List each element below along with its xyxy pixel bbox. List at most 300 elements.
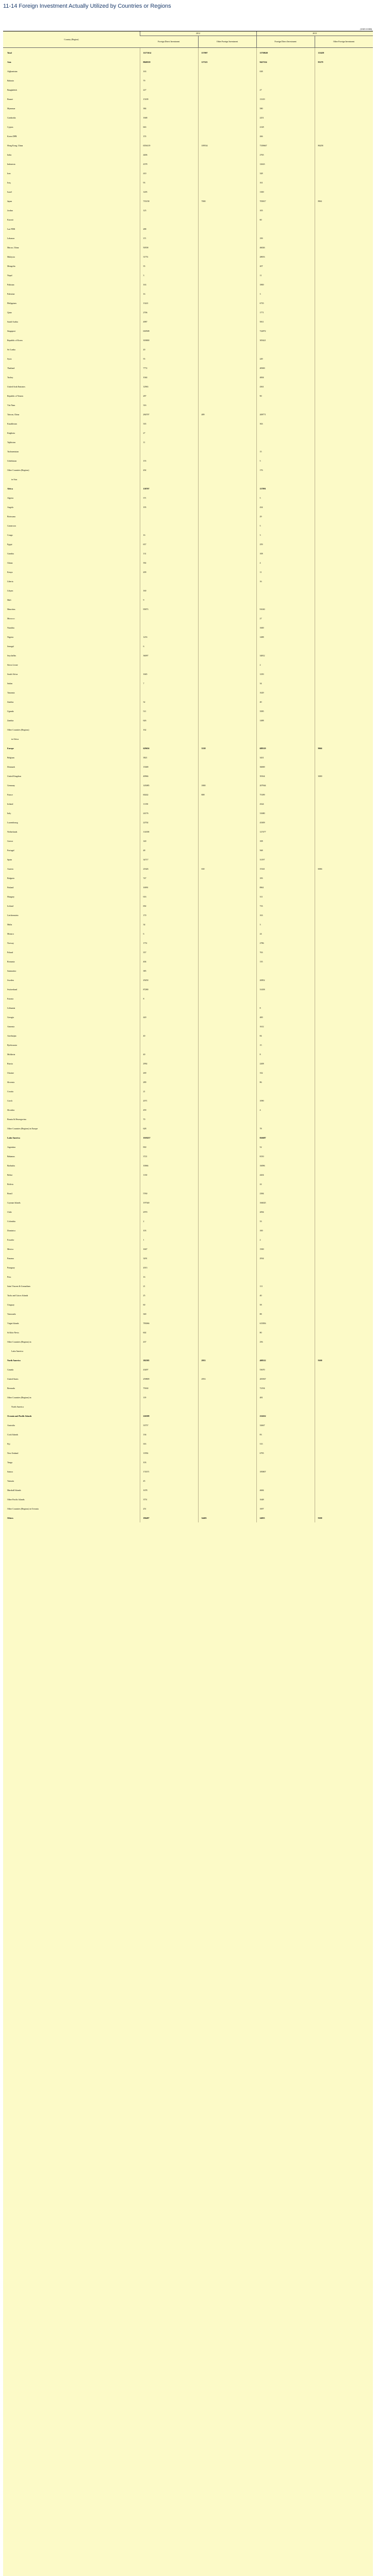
- value-cell: [315, 502, 373, 512]
- table-row: [3, 447, 373, 456]
- country-cell: in Africa: [11, 737, 19, 740]
- value-cell: 58: [256, 1300, 315, 1309]
- table-row: [3, 966, 373, 975]
- value-cell: 15: [256, 447, 315, 456]
- value-cell: [315, 437, 373, 447]
- value-cell: [256, 734, 315, 743]
- table-row: [3, 493, 373, 502]
- table-row: [3, 1383, 373, 1393]
- value-cell: [315, 280, 373, 289]
- value-cell: 11: [256, 270, 315, 280]
- value-cell: 103: [140, 1226, 198, 1235]
- value-cell: [315, 1253, 373, 1263]
- value-cell: 197540: [140, 1198, 198, 1207]
- country-cell: Belgium: [7, 756, 14, 759]
- country-cell: Armenia: [7, 1025, 14, 1028]
- value-cell: [315, 233, 373, 243]
- table-row: [3, 289, 373, 298]
- country-cell: Bosnia & Herzegovina: [7, 1117, 26, 1121]
- value-cell: [315, 372, 373, 382]
- value-cell: [315, 1430, 373, 1439]
- value-cell: 511: [140, 706, 198, 716]
- value-cell: [315, 1244, 373, 1253]
- country-cell: Paraguay: [7, 1266, 15, 1269]
- country-cell: Hong Kong, China: [7, 144, 23, 147]
- country-cell: Brunei: [7, 97, 13, 100]
- value-cell: [315, 1040, 373, 1049]
- value-cell: 9100: [315, 1513, 373, 1522]
- country-cell: Namibia: [7, 626, 14, 629]
- value-cell: 1629: [256, 688, 315, 697]
- value-cell: 1018257: [140, 1133, 198, 1142]
- value-cell: [198, 604, 256, 614]
- country-cell: Turkmenistan: [7, 450, 19, 453]
- country-cell: Belize: [7, 1173, 13, 1176]
- value-cell: 195: [140, 502, 198, 512]
- table-row: [3, 734, 373, 743]
- country-cell: South Africa: [7, 672, 18, 675]
- value-cell: 227: [140, 85, 198, 94]
- value-cell: [198, 799, 256, 808]
- country-cell: Cook Islands: [7, 1433, 18, 1436]
- table-row: [3, 753, 373, 762]
- value-cell: 207: [256, 261, 315, 270]
- value-cell: 60: [140, 1300, 198, 1309]
- value-cell: 40966: [140, 771, 198, 781]
- country-cell: Qatar: [7, 311, 12, 314]
- country-cell: Poland: [7, 951, 13, 954]
- table-row: [3, 437, 373, 447]
- table-row: [3, 150, 373, 159]
- value-cell: [315, 252, 373, 261]
- value-cell: [315, 799, 373, 808]
- value-cell: [315, 1476, 373, 1485]
- value-cell: [315, 558, 373, 567]
- value-cell: 11956: [140, 1448, 198, 1458]
- value-cell: [315, 410, 373, 419]
- value-cell: [198, 113, 256, 122]
- value-cell: [315, 456, 373, 465]
- table-row: [3, 910, 373, 920]
- value-cell: 434: [256, 502, 315, 512]
- value-cell: [315, 493, 373, 502]
- country-cell: Macao, China: [7, 246, 19, 249]
- table-row: [3, 1068, 373, 1077]
- value-cell: [198, 1142, 256, 1151]
- value-cell: [315, 178, 373, 187]
- table-row: [3, 1189, 373, 1198]
- country-cell: Saudi Arabia: [7, 320, 18, 323]
- value-cell: 7339667: [256, 141, 315, 150]
- country-cell: North America: [7, 1359, 21, 1362]
- value-cell: [315, 938, 373, 947]
- value-cell: [315, 660, 373, 669]
- table-row: [3, 975, 373, 985]
- value-cell: 2071: [140, 1096, 198, 1105]
- value-cell: 13319: [256, 94, 315, 104]
- value-cell: 515: [256, 1439, 315, 1448]
- country-cell: Lithuania: [7, 1006, 15, 1009]
- country-column-header: Country (Region): [3, 31, 140, 48]
- value-cell: 34812: [256, 651, 315, 660]
- value-cell: [315, 549, 373, 558]
- value-cell: 83: [256, 1430, 315, 1439]
- value-cell: [198, 1318, 256, 1328]
- value-cell: 27: [256, 85, 315, 94]
- value-cell: [315, 725, 373, 734]
- value-cell: [140, 660, 198, 669]
- table-row: [3, 1049, 373, 1059]
- value-cell: [198, 178, 256, 187]
- value-cell: [198, 595, 256, 604]
- table-row: [3, 326, 373, 335]
- value-cell: 36069: [256, 762, 315, 771]
- value-cell: [140, 521, 198, 530]
- country-cell: Ecuador: [7, 1238, 14, 1241]
- value-cell: [315, 1189, 373, 1198]
- country-cell: Ireland: [7, 802, 13, 805]
- value-cell: 6556119: [140, 141, 198, 150]
- value-cell: [256, 76, 315, 85]
- table-row: [3, 57, 373, 66]
- table-row: [3, 1504, 373, 1513]
- value-cell: [315, 577, 373, 586]
- value-cell: 9100: [315, 1355, 373, 1365]
- value-cell: 357: [140, 947, 198, 957]
- table-row: [3, 901, 373, 910]
- value-cell: [198, 1439, 256, 1448]
- table-row: [3, 577, 373, 586]
- value-cell: 176: [256, 465, 315, 474]
- value-cell: 34403: [198, 1513, 256, 1522]
- value-cell: 79: [140, 76, 198, 85]
- table-row: [3, 892, 373, 901]
- value-cell: [256, 1087, 315, 1096]
- value-cell: [198, 855, 256, 864]
- value-cell: 2765: [256, 150, 315, 159]
- value-cell: [315, 1114, 373, 1124]
- country-cell: Peru: [7, 1275, 11, 1278]
- value-cell: [315, 1402, 373, 1411]
- table-row: [3, 716, 373, 725]
- country-cell: Other Countries (Regions) in: [7, 1340, 31, 1343]
- value-cell: 24176: [140, 808, 198, 818]
- value-cell: [315, 651, 373, 660]
- value-cell: 281967: [256, 1374, 315, 1383]
- value-cell: 616: [140, 892, 198, 901]
- value-cell: 3: [256, 920, 315, 929]
- value-cell: [198, 419, 256, 428]
- value-cell: 88: [256, 1309, 315, 1318]
- country-cell: Other Countries (Regions) in Oceania: [7, 1507, 39, 1510]
- value-cell: [315, 113, 373, 122]
- table-row: [3, 790, 373, 799]
- country-cell: Sri Lanka: [7, 348, 15, 351]
- value-cell: 8961: [315, 196, 373, 206]
- value-cell: 8: [256, 1003, 315, 1012]
- country-cell: Denmark: [7, 765, 15, 768]
- value-cell: [315, 465, 373, 474]
- value-cell: [198, 187, 256, 196]
- value-cell: [198, 845, 256, 855]
- country-cell: Sanmarino: [7, 969, 17, 972]
- value-cell: [315, 391, 373, 400]
- value-cell: [198, 345, 256, 354]
- value-cell: 40: [140, 1049, 198, 1059]
- country-cell: Mongolia: [7, 264, 15, 267]
- value-cell: 208771: [256, 410, 315, 419]
- value-cell: [198, 326, 256, 335]
- value-cell: 8849559: [140, 57, 198, 66]
- country-cell: Iceland: [7, 904, 13, 907]
- value-cell: [198, 1448, 256, 1458]
- value-cell: [315, 539, 373, 549]
- value-cell: [198, 308, 256, 317]
- country-cell: Other Countries (Regions): [7, 728, 29, 731]
- value-cell: 5: [256, 456, 315, 465]
- value-cell: [198, 883, 256, 892]
- country-cell: Sudan: [7, 682, 12, 685]
- value-cell: 48300: [256, 363, 315, 372]
- table-row: [3, 308, 373, 317]
- value-cell: [315, 1272, 373, 1281]
- value-cell: 70: [140, 1114, 198, 1124]
- table-row: [3, 1253, 373, 1263]
- value-cell: 48: [140, 845, 198, 855]
- value-cell: 369: [140, 1309, 198, 1318]
- value-cell: [198, 1253, 256, 1263]
- value-cell: 4406: [140, 150, 198, 159]
- value-cell: 1800: [198, 781, 256, 790]
- value-cell: [315, 326, 373, 335]
- value-cell: [315, 883, 373, 892]
- value-cell: 826687: [256, 1133, 315, 1142]
- table-row: [3, 938, 373, 947]
- table-row: [3, 1458, 373, 1467]
- value-cell: [315, 1179, 373, 1189]
- value-cell: [315, 1420, 373, 1430]
- value-cell: 763: [256, 947, 315, 957]
- value-cell: 1488: [256, 632, 315, 641]
- value-cell: [315, 1235, 373, 1244]
- value-cell: 24055: [256, 1513, 315, 1522]
- table-row: [3, 558, 373, 567]
- value-cell: [198, 957, 256, 966]
- table-row: [3, 372, 373, 382]
- value-cell: 6066: [315, 864, 373, 873]
- value-cell: [315, 1151, 373, 1161]
- value-cell: [315, 1291, 373, 1300]
- value-cell: [315, 1059, 373, 1068]
- value-cell: [315, 382, 373, 391]
- value-cell: 256: [256, 1337, 315, 1346]
- country-cell: Congo: [7, 533, 13, 536]
- value-cell: [315, 447, 373, 456]
- value-cell: 4: [256, 1105, 315, 1114]
- value-cell: 119: [140, 1393, 198, 1402]
- table-row: [3, 122, 373, 131]
- value-cell: [315, 1068, 373, 1077]
- table-row: [3, 883, 373, 892]
- value-cell: 50558: [140, 243, 198, 252]
- value-cell: 7000: [198, 196, 256, 206]
- value-cell: [315, 688, 373, 697]
- value-cell: 140: [140, 836, 198, 845]
- value-cell: [315, 892, 373, 901]
- value-cell: 249: [256, 354, 315, 363]
- value-cell: 15: [256, 1040, 315, 1049]
- value-cell: 2953: [198, 1374, 256, 1383]
- value-cell: 6: [140, 641, 198, 651]
- value-cell: [256, 400, 315, 410]
- value-cell: 138707: [140, 484, 198, 493]
- value-cell: [140, 1346, 198, 1355]
- value-cell: 657: [140, 539, 198, 549]
- value-cell: [315, 317, 373, 326]
- value-cell: [315, 1337, 373, 1346]
- country-cell: Venezuela: [7, 1312, 16, 1315]
- country-cell: Russia: [7, 1062, 13, 1065]
- value-cell: [198, 920, 256, 929]
- table-row: [3, 512, 373, 521]
- table-row: [3, 947, 373, 957]
- value-cell: 1612: [256, 1022, 315, 1031]
- value-cell: 9066: [315, 743, 373, 753]
- value-cell: 5: [256, 493, 315, 502]
- table-row: [3, 1031, 373, 1040]
- country-cell: Fiji: [7, 1442, 10, 1445]
- value-cell: 131: [140, 549, 198, 558]
- country-cell: France: [7, 793, 13, 796]
- value-cell: 34: [140, 920, 198, 929]
- table-row: [3, 270, 373, 280]
- value-cell: 91630: [256, 604, 315, 614]
- value-cell: [315, 484, 373, 493]
- value-cell: 86258: [315, 141, 373, 150]
- value-cell: [198, 1087, 256, 1096]
- value-cell: [315, 753, 373, 762]
- value-cell: 1697: [256, 1504, 315, 1513]
- value-cell: [315, 957, 373, 966]
- value-cell: [315, 85, 373, 94]
- country-cell: Hungary: [7, 895, 14, 898]
- investment-table-container[interactable]: [3, 31, 373, 2576]
- value-cell: 615856: [256, 1318, 315, 1328]
- table-row: [3, 345, 373, 354]
- value-cell: [315, 827, 373, 836]
- value-cell: [198, 725, 256, 734]
- value-cell: [315, 335, 373, 345]
- value-cell: [315, 308, 373, 317]
- table-row: [3, 400, 373, 410]
- value-cell: 163: [256, 910, 315, 920]
- country-cell: Other Countries (Regions) in Europe: [7, 1127, 38, 1130]
- country-cell: Malta: [7, 923, 12, 926]
- value-cell: 80: [256, 1328, 315, 1337]
- value-cell: [315, 1485, 373, 1495]
- value-cell: 35: [140, 261, 198, 270]
- value-cell: [315, 512, 373, 521]
- table-row: [3, 1439, 373, 1448]
- value-cell: 31680: [256, 808, 315, 818]
- value-cell: 29: [256, 512, 315, 521]
- value-cell: 16991: [140, 883, 198, 892]
- value-cell: [198, 391, 256, 400]
- value-cell: 103: [140, 1458, 198, 1467]
- value-cell: [198, 270, 256, 280]
- value-cell: [198, 400, 256, 410]
- value-cell: 628: [140, 1124, 198, 1133]
- value-cell: 75189: [256, 790, 315, 799]
- value-cell: 1771: [256, 308, 315, 317]
- country-cell: Myanmar: [7, 107, 15, 110]
- value-cell: 15109: [140, 94, 198, 104]
- value-cell: 2786: [256, 938, 315, 947]
- table-row: [3, 1318, 373, 1328]
- value-cell: 663: [140, 122, 198, 131]
- value-cell: [198, 1495, 256, 1504]
- country-cell: Bermuda: [7, 1386, 15, 1389]
- value-cell: [315, 1124, 373, 1133]
- value-cell: [315, 1133, 373, 1142]
- value-cell: [198, 484, 256, 493]
- value-cell: [198, 243, 256, 252]
- value-cell: 22: [256, 1179, 315, 1189]
- value-cell: [256, 1458, 315, 1467]
- value-cell: [315, 159, 373, 168]
- value-cell: [315, 808, 373, 818]
- country-cell: Czech: [7, 1099, 12, 1102]
- value-cell: [198, 530, 256, 539]
- value-cell: [198, 66, 256, 76]
- value-cell: [315, 243, 373, 252]
- value-cell: 29250: [140, 975, 198, 985]
- table-row: [3, 1485, 373, 1495]
- value-cell: [256, 1114, 315, 1124]
- value-cell: [315, 845, 373, 855]
- value-cell: 166025: [256, 1198, 315, 1207]
- value-cell: 747: [140, 873, 198, 883]
- value-cell: 1600: [256, 623, 315, 632]
- value-cell: 36097: [140, 651, 198, 660]
- value-cell: [315, 734, 373, 743]
- table-row: [3, 1133, 373, 1142]
- value-cell: 2384: [256, 1189, 315, 1198]
- table-row: [3, 1513, 373, 1522]
- value-cell: [198, 771, 256, 781]
- value-cell: 21: [140, 1281, 198, 1291]
- value-cell: 157007: [198, 48, 256, 58]
- country-cell: Uruguay: [7, 1303, 14, 1306]
- value-cell: 1250: [256, 669, 315, 679]
- value-cell: 251: [140, 1504, 198, 1513]
- value-cell: 4684: [256, 1485, 315, 1495]
- value-cell: 31458: [256, 985, 315, 994]
- value-cell: [198, 317, 256, 326]
- table-row: [3, 1430, 373, 1439]
- value-cell: 113439: [315, 48, 373, 58]
- country-cell: Panama: [7, 1257, 14, 1260]
- value-cell: [198, 1467, 256, 1476]
- table-row: [3, 836, 373, 845]
- value-cell: 90: [256, 391, 315, 400]
- table-row: [3, 623, 373, 632]
- value-cell: [315, 985, 373, 994]
- country-cell: Barbados: [7, 1164, 15, 1167]
- table-row: [3, 1235, 373, 1244]
- country-cell: Virgin Islands: [7, 1321, 19, 1325]
- value-cell: 5811: [256, 317, 315, 326]
